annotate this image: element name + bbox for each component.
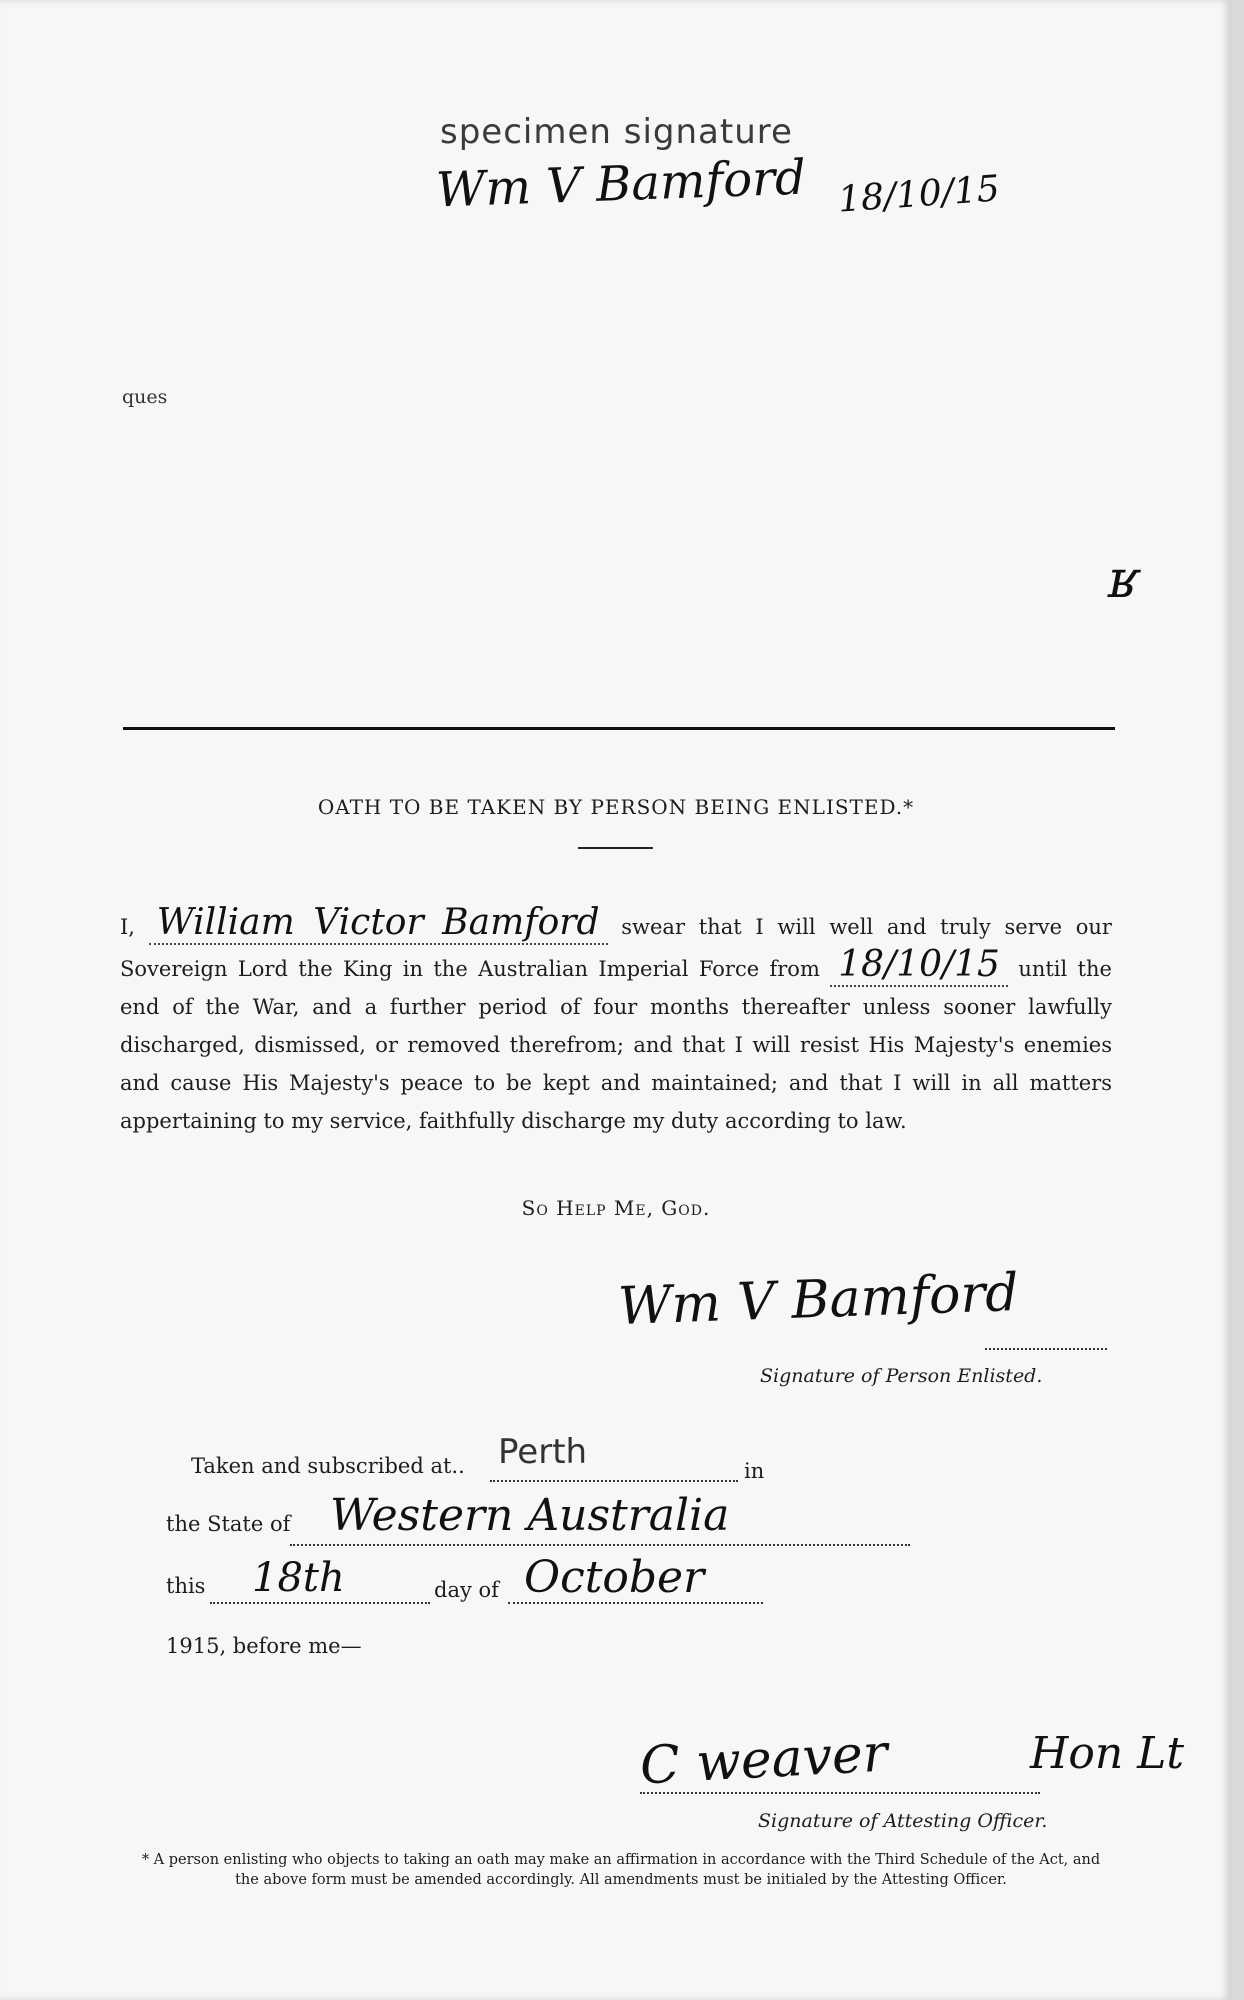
enlisted-signature: Wm V Bamford bbox=[617, 1263, 1020, 1337]
state-line bbox=[290, 1542, 910, 1546]
enlisted-signature-caption: Signature of Person Enlisted. bbox=[760, 1365, 1043, 1387]
section-divider bbox=[123, 727, 1115, 730]
officer-rank: Hon Lt bbox=[1030, 1728, 1185, 1779]
oath-body bbox=[120, 904, 1112, 1140]
oath-closing: So Help Me, God. bbox=[521, 1196, 711, 1220]
title-underline bbox=[578, 847, 653, 849]
oath-body-rest: until the end of the War, and a further period of four months thereafter unless sooner lawfully discharged, dismissed, or removed therefrom; and that I will resist His Majesty's enemies and cause His Majesty's peace to be kept and maintained; and that I will in all matters appertaining to my service, faithfully discharge my duty according to law. bbox=[120, 957, 1112, 1133]
initial-mark: ʁ bbox=[1108, 550, 1139, 610]
signature-line bbox=[985, 1346, 1107, 1350]
oath-swear-text: swear that I will well and truly serve our Sovereign Lord the King in the Australian Imperial Force from bbox=[120, 915, 1112, 981]
month-value: October bbox=[524, 1552, 705, 1603]
place-stamp: Perth bbox=[498, 1432, 588, 1472]
specimen-date: 18/10/15 bbox=[836, 168, 1001, 221]
this-label: this bbox=[166, 1574, 206, 1598]
service-start-date: 18/10/15 bbox=[830, 944, 1008, 987]
state-label: the State of bbox=[166, 1512, 291, 1536]
specimen-stamp: specimen signature bbox=[440, 112, 793, 152]
specimen-signature: Wm V Bamford bbox=[435, 149, 807, 219]
taken-label: Taken and subscribed at.. bbox=[191, 1454, 465, 1478]
in-label: in bbox=[744, 1459, 765, 1483]
place-line bbox=[490, 1478, 738, 1482]
year-label: 1915, before me— bbox=[166, 1634, 362, 1658]
enlistee-name: William Victor Bamford bbox=[149, 902, 608, 945]
day-of-label: day of bbox=[434, 1578, 499, 1602]
oath-prefix: I, bbox=[120, 915, 135, 939]
officer-signature: C weaver bbox=[638, 1723, 890, 1797]
footnote: * A person enlisting who objects to taking an oath may make an affirmation in accordance with the Third Schedule of the Act, and the above form must be amended accordingly. All amendments must be initialed by the Attesting Officer. bbox=[141, 1852, 1101, 1888]
officer-signature-caption: Signature of Attesting Officer. bbox=[758, 1810, 1048, 1832]
oath-title: OATH TO BE TAKEN BY PERSON BEING ENLISTED.* bbox=[317, 795, 915, 819]
officer-signature-line bbox=[640, 1790, 1040, 1794]
margin-word: ques bbox=[122, 386, 168, 408]
day-line bbox=[210, 1600, 430, 1604]
state-value: Western Australia bbox=[330, 1490, 730, 1541]
month-line bbox=[508, 1600, 763, 1604]
day-value: 18th bbox=[252, 1555, 345, 1601]
